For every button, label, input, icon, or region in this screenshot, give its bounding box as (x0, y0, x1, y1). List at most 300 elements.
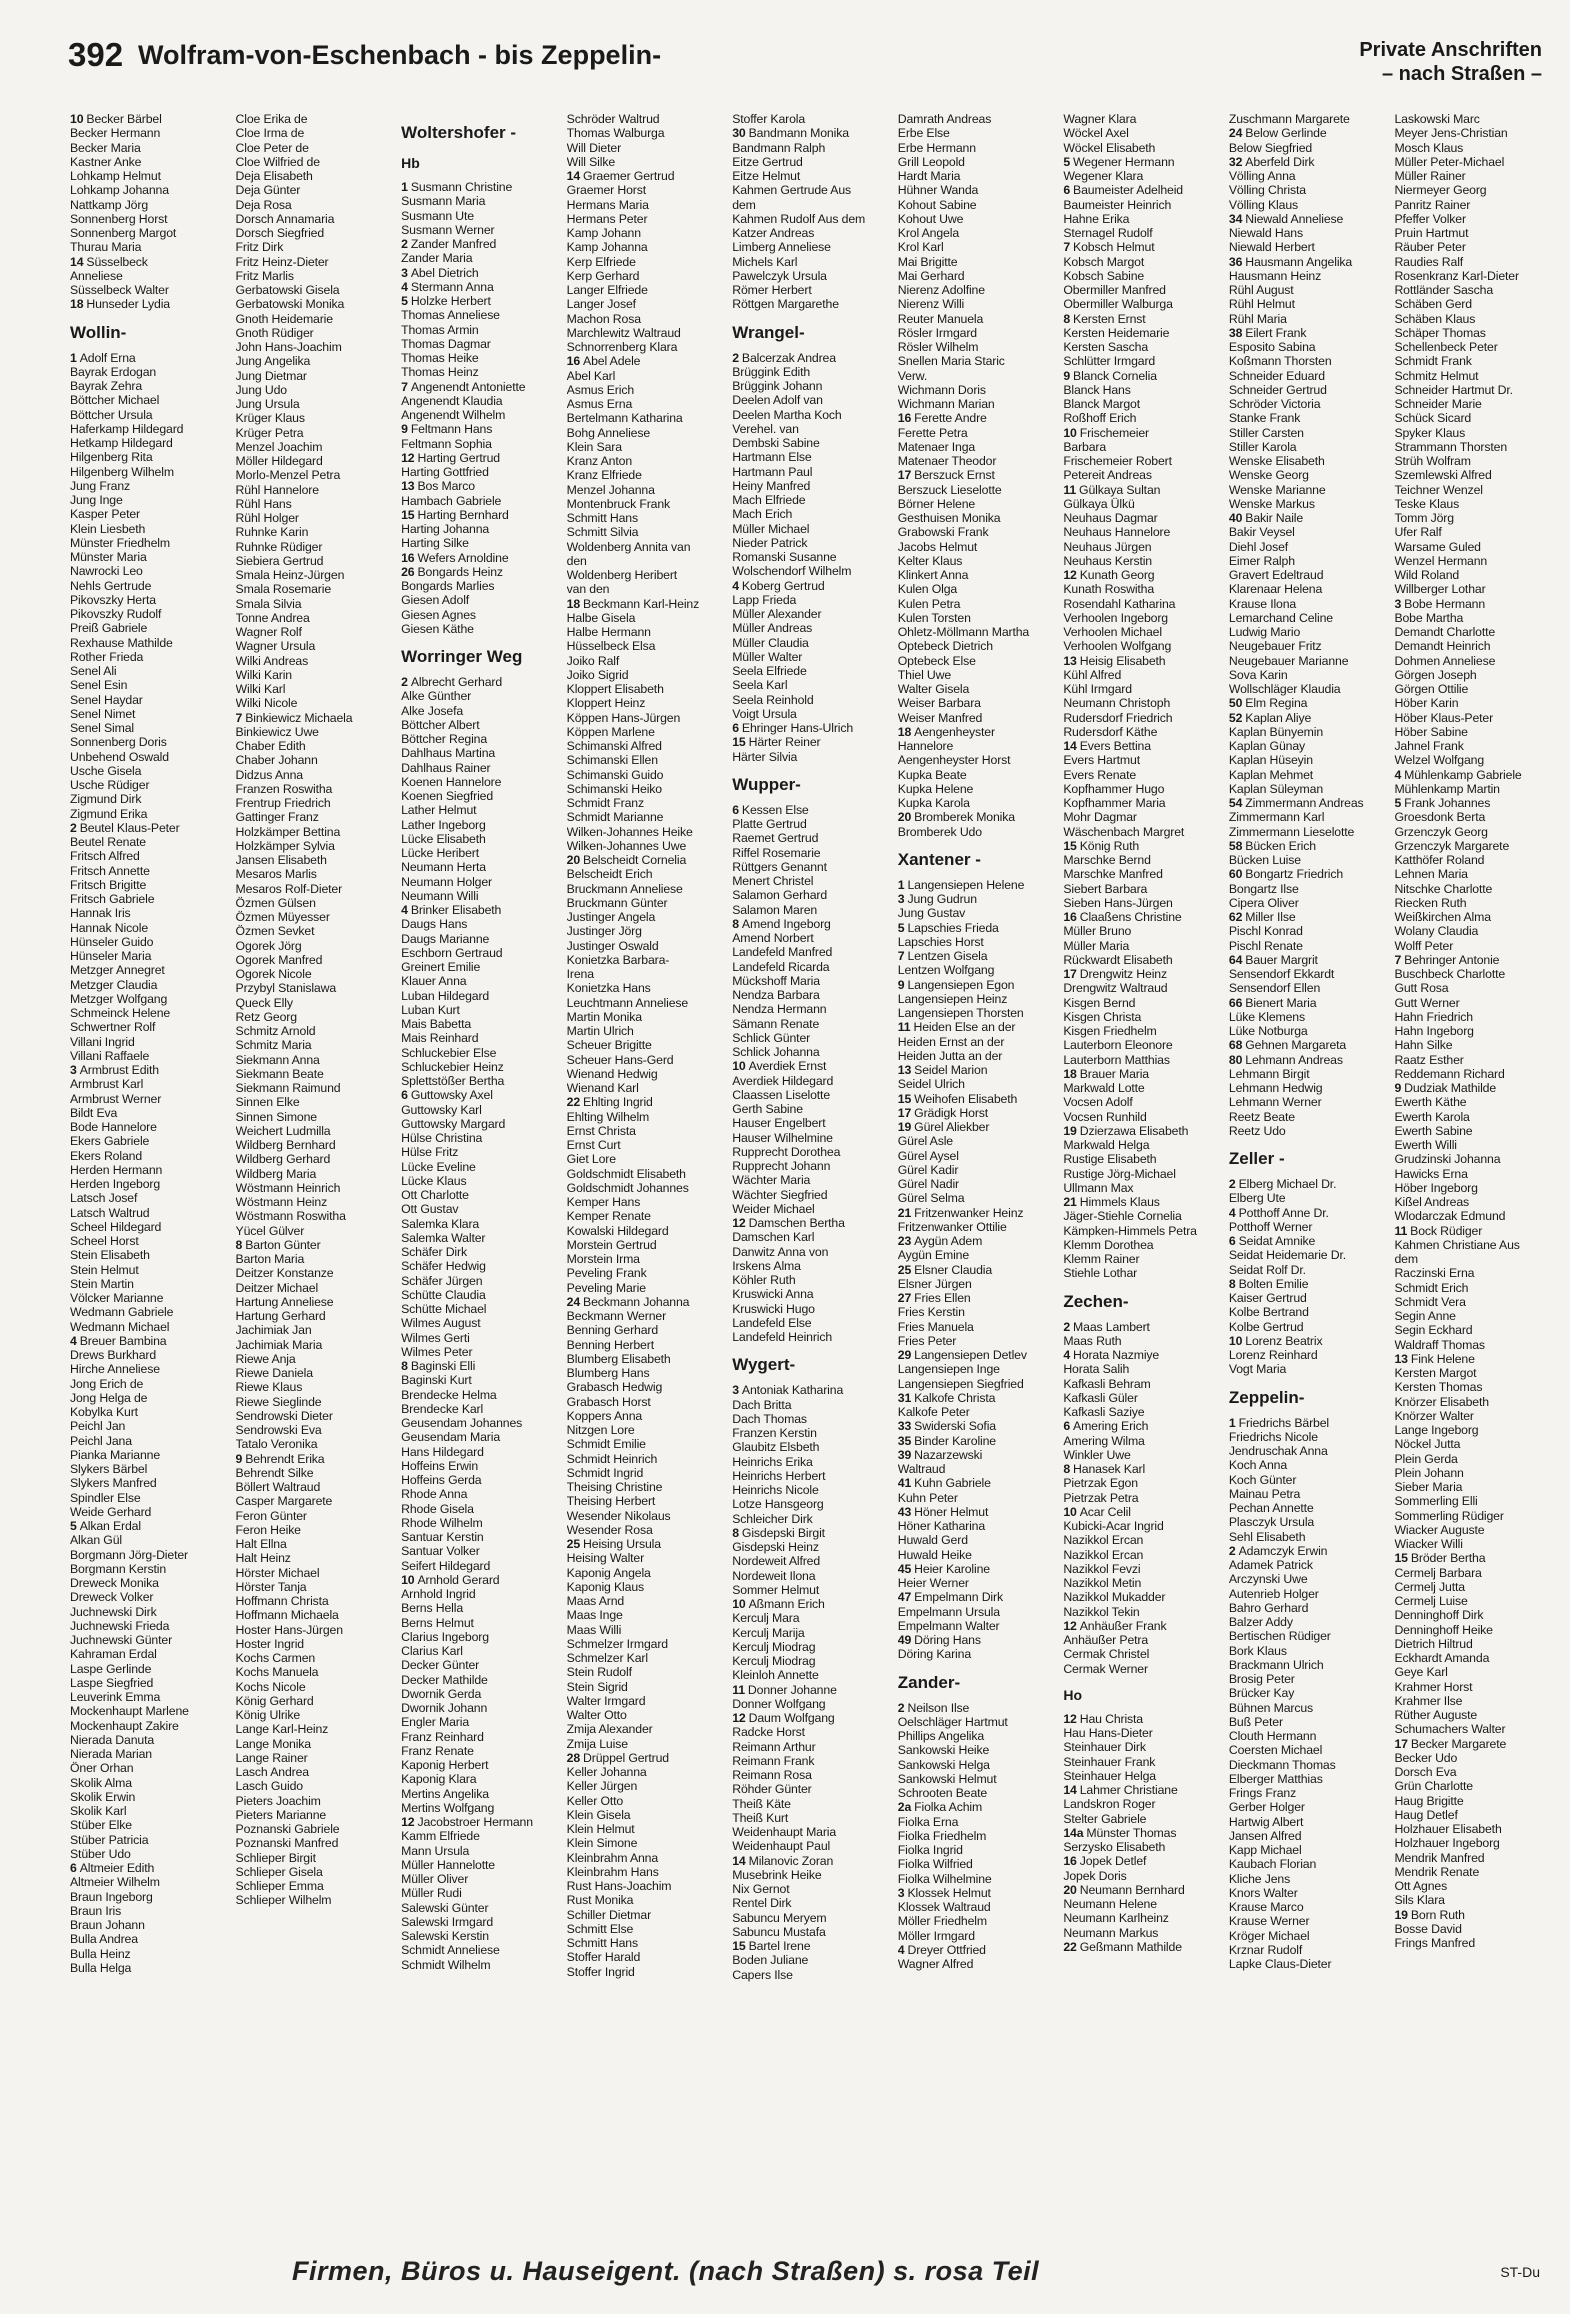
resident-name: Holzkämper Bettina (235, 824, 341, 839)
house-number: 3 (70, 1063, 77, 1077)
resident-entry (70, 1206, 226, 1220)
resident-entry (732, 1583, 888, 1597)
resident-name: Ernst Christa (566, 1123, 636, 1138)
resident-name: Schäfer Hedwig (401, 1259, 486, 1274)
resident-name: Wenske Elisabeth (1228, 454, 1325, 468)
resident-name: Fritsch Annette (70, 863, 150, 878)
resident-name: Halbe Hermann (566, 625, 651, 639)
resident-entry (1394, 739, 1550, 753)
resident-entry (1229, 283, 1385, 297)
resident-entry (1063, 1195, 1219, 1209)
resident-entry (567, 1509, 723, 1523)
resident-name: Potthoff Werner (1228, 1219, 1313, 1234)
resident-entry (70, 365, 226, 379)
house-number: 21 (897, 1205, 912, 1220)
resident-entry (732, 393, 888, 407)
resident-entry (1063, 725, 1219, 739)
resident-entry (1229, 1248, 1385, 1262)
resident-entry (732, 155, 888, 169)
resident-name: Wegener Hermann (1073, 154, 1175, 169)
resident-name: Köppen Marlene (566, 724, 655, 739)
resident-entry (1229, 1444, 1385, 1458)
resident-name: Belscheidt Cornelia (583, 853, 687, 867)
resident-name: Gerber Holger (1228, 1800, 1305, 1815)
resident-entry (898, 426, 1054, 440)
resident-entry (1063, 924, 1219, 938)
resident-entry (898, 1647, 1054, 1661)
resident-entry (1394, 582, 1550, 596)
resident-entry (70, 1234, 226, 1248)
resident-name: Gürel Aliekber (914, 1120, 990, 1134)
resident-name: Lüke Klemens (1228, 1009, 1305, 1024)
section-title-line1: Private Anschriften (1359, 39, 1542, 61)
resident-entry (567, 1295, 723, 1309)
house-number: 2 (897, 1700, 905, 1715)
resident-entry (567, 924, 723, 938)
resident-name: Binkiewicz Uwe (235, 724, 319, 739)
resident-name: Fritsch Gabriele (70, 892, 155, 906)
resident-name: Jung Ursula (235, 397, 300, 411)
resident-entry (732, 1383, 888, 1397)
resident-entry (401, 194, 557, 208)
resident-entry (898, 1149, 1054, 1163)
resident-name: Thomas Armin (401, 322, 479, 337)
resident-name: Bandmann Monika (748, 126, 849, 141)
resident-entry (898, 1220, 1054, 1234)
resident-name: Martin Monika (566, 1009, 642, 1024)
resident-name: Clouth Hermann (1228, 1729, 1317, 1743)
resident-entry (567, 1908, 723, 1922)
resident-entry (1394, 397, 1550, 411)
resident-name: Knörzer Walter (1394, 1408, 1474, 1423)
resident-name: Kahmen Rudolf Aus dem (732, 211, 866, 226)
resident-entry (567, 326, 723, 340)
resident-name: Metzger Wolfgang (70, 991, 168, 1006)
resident-entry (567, 896, 723, 910)
resident-name: Hörster Michael (235, 1565, 320, 1580)
house-number: 22 (566, 1095, 581, 1110)
resident-entry (1394, 1765, 1550, 1779)
resident-entry (567, 1836, 723, 1850)
resident-entry (236, 511, 392, 525)
resident-name: Kubicki-Acar Ingrid (1063, 1519, 1164, 1533)
resident-entry (567, 639, 723, 653)
resident-entry (567, 169, 723, 183)
resident-name: Cipera Oliver (1228, 895, 1299, 910)
resident-entry (1229, 668, 1385, 682)
resident-name: Langensiepen Thorsten (897, 1006, 1024, 1020)
house-number: 9 (1063, 368, 1071, 383)
resident-entry (70, 536, 226, 550)
resident-entry (236, 1266, 392, 1280)
resident-entry (236, 397, 392, 411)
resident-name: Wedmann Gabriele (70, 1305, 174, 1320)
resident-name: Krol Angela (897, 226, 960, 240)
resident-entry (236, 1095, 392, 1109)
house-number: 4 (1394, 767, 1402, 782)
resident-name: Jahnel Frank (1394, 739, 1464, 753)
house-number: 7 (235, 710, 243, 725)
house-number: 17 (1063, 967, 1077, 981)
resident-name: Höber Sabine (1394, 724, 1468, 739)
resident-name: Ehringer Hans-Ulrich (741, 721, 854, 735)
resident-name: Müller Hannelotte (401, 1857, 495, 1872)
resident-entry (567, 1038, 723, 1052)
resident-name: Cloe Wilfried de (235, 154, 320, 169)
resident-name: Langer Elfriede (566, 283, 648, 297)
resident-name: Ewerth Sabine (1394, 1123, 1473, 1138)
resident-entry (567, 796, 723, 810)
directory-column (401, 112, 557, 2197)
resident-entry (567, 1053, 723, 1067)
resident-entry (1394, 810, 1550, 824)
resident-entry (1229, 910, 1385, 924)
resident-entry (898, 949, 1054, 963)
resident-entry (1063, 1769, 1219, 1783)
resident-entry (1229, 1081, 1385, 1095)
resident-name: Susmann Ute (401, 208, 474, 223)
resident-name: Neumann Herta (401, 860, 486, 875)
house-number: 25 (897, 1262, 912, 1277)
resident-entry (732, 707, 888, 721)
resident-entry (732, 493, 888, 507)
resident-entry (567, 383, 723, 397)
resident-name: Donner Johanne (747, 1682, 837, 1697)
resident-entry (732, 1202, 888, 1216)
resident-entry (898, 212, 1054, 226)
resident-name: Schmidt Heinrich (566, 1451, 658, 1466)
resident-name: Sils Klara (1394, 1893, 1445, 1908)
resident-name: Drengwitz Heinz (1079, 967, 1167, 981)
resident-entry (1394, 1651, 1550, 1665)
resident-entry (898, 1077, 1054, 1091)
resident-name: Baginski Elli (410, 1359, 476, 1373)
resident-name: Villani Raffaele (70, 1048, 150, 1063)
resident-name: Reimann Frank (732, 1753, 815, 1768)
resident-name: Bühnen Marcus (1228, 1700, 1314, 1715)
resident-name: Verehel. van (732, 421, 799, 436)
resident-name: Lorenz Beatrix (1245, 1333, 1323, 1348)
house-number: 66 (1228, 995, 1243, 1010)
resident-entry (898, 825, 1054, 839)
resident-entry (70, 1462, 226, 1476)
resident-name: Kleinbrahm Anna (566, 1850, 659, 1865)
resident-entry (732, 1316, 888, 1330)
resident-entry (567, 1423, 723, 1437)
resident-name: Riewe Daniela (235, 1366, 313, 1380)
resident-name: Usche Gisela (70, 763, 142, 778)
resident-name: Gürel Nadir (897, 1177, 959, 1191)
resident-entry (1229, 540, 1385, 554)
street-heading: Zechen- (1063, 1291, 1129, 1311)
resident-entry (401, 974, 557, 988)
resident-name: Langensiepen Siegfried (897, 1376, 1024, 1391)
resident-entry (70, 226, 226, 240)
resident-name: Adolf Erna (79, 350, 136, 365)
resident-name: Theising Herbert (566, 1494, 656, 1509)
house-number: 2 (1063, 1319, 1071, 1334)
resident-name: Huwald Heike (897, 1547, 972, 1562)
resident-name: Blanck Margot (1063, 397, 1140, 411)
resident-name: Rüttgers Genannt (732, 859, 827, 874)
house-number: 43 (897, 1504, 912, 1519)
resident-entry (70, 1320, 226, 1334)
resident-name: Rust Monika (566, 1893, 634, 1908)
house-number: 7 (401, 379, 408, 394)
resident-entry (236, 525, 392, 539)
resident-entry (1063, 1167, 1219, 1181)
resident-entry (732, 126, 888, 140)
resident-entry (401, 422, 557, 436)
resident-name: Luban Kurt (401, 1002, 460, 1017)
resident-name: Hartmann Paul (732, 464, 813, 479)
resident-entry (567, 1594, 723, 1608)
resident-name: Langensiepen Detlev (914, 1348, 1027, 1362)
resident-entry (1229, 511, 1385, 525)
resident-name: Gerbatowski Gisela (235, 283, 340, 297)
resident-name: Hülse Fritz (401, 1145, 459, 1160)
house-number: 2 (70, 820, 77, 835)
resident-name: Weißkirchen Alma (1394, 910, 1491, 924)
resident-entry (1229, 326, 1385, 340)
resident-entry (1229, 1672, 1385, 1686)
resident-name: Jung Angelika (235, 354, 311, 369)
resident-entry (70, 1505, 226, 1519)
resident-entry (898, 312, 1054, 326)
resident-name: Kranz Elfriede (566, 468, 642, 483)
resident-name: Möller Hildegard (235, 454, 323, 468)
resident-name: Nattkamp Jörg (70, 197, 149, 212)
resident-entry (898, 1533, 1054, 1547)
resident-name: Becker Udo (1394, 1750, 1458, 1765)
resident-entry (401, 846, 557, 860)
resident-name: Neugebauer Marianne (1228, 653, 1349, 668)
resident-name: Altmeier Wilhelm (70, 1875, 160, 1890)
resident-name: Schluckebier Else (401, 1045, 497, 1060)
resident-entry (236, 953, 392, 967)
resident-entry (1229, 1416, 1385, 1430)
house-number: 4 (401, 903, 408, 917)
resident-name: Kißel Andreas (1394, 1195, 1470, 1209)
resident-name: Bock Rüdiger (1410, 1223, 1483, 1238)
resident-name: Schäfer Jürgen (401, 1273, 483, 1288)
resident-name: Koßmann Thorsten (1228, 354, 1332, 369)
resident-entry (70, 1334, 226, 1348)
resident-entry (70, 1647, 226, 1661)
resident-entry (70, 169, 226, 183)
resident-name: Neumann Karlheinz (1063, 1911, 1169, 1926)
resident-name: Schmitt Else (566, 1921, 634, 1936)
resident-name: Hoffeins Gerda (401, 1473, 482, 1487)
resident-name: Salamon Gerhard (732, 888, 828, 903)
resident-entry (401, 1331, 557, 1345)
resident-entry (236, 1822, 392, 1836)
resident-entry (732, 1854, 888, 1868)
resident-entry (401, 437, 557, 451)
resident-entry (567, 1281, 723, 1295)
house-number: 35 (897, 1433, 912, 1448)
resident-entry (1063, 711, 1219, 725)
resident-name: Zimmermann Lieselotte (1228, 824, 1355, 839)
resident-entry (1229, 155, 1385, 169)
resident-name: Maas Lambert (1073, 1319, 1150, 1334)
resident-name: Schmitt Hans (566, 511, 638, 525)
resident-name: Klein Gisela (566, 1807, 631, 1822)
resident-name: Arczynski Uwe (1228, 1572, 1308, 1587)
house-number: 20 (566, 853, 581, 867)
resident-name: Münster Maria (70, 550, 147, 564)
resident-name: Ewerth Willi (1394, 1138, 1457, 1152)
resident-entry (898, 1701, 1054, 1715)
resident-entry (401, 608, 557, 622)
resident-name: Schäben Klaus (1394, 311, 1476, 326)
resident-entry (70, 1619, 226, 1633)
resident-name: Dahlhaus Martina (401, 746, 496, 761)
resident-name: Herden Ingeborg (70, 1177, 161, 1191)
resident-name: Arnhold Gerard (417, 1572, 500, 1587)
resident-name: Pfeffer Volker (1394, 211, 1466, 226)
resident-entry (401, 1772, 557, 1786)
resident-entry (1229, 796, 1385, 810)
resident-name: Lotze Hansgeorg (732, 1497, 824, 1512)
resident-name: Fritsch Brigitte (70, 877, 147, 892)
resident-entry (1063, 1377, 1219, 1391)
resident-name: Stein Sigrid (566, 1679, 628, 1694)
resident-name: Mesaros Marlis (235, 867, 317, 882)
resident-entry (236, 1794, 392, 1808)
resident-name: Sternagel Rudolf (1063, 226, 1153, 240)
resident-entry (567, 1623, 723, 1637)
resident-name: Nazarzewski (914, 1447, 983, 1462)
resident-entry (898, 1857, 1054, 1871)
resident-name: Höber Klaus-Peter (1394, 710, 1494, 725)
page-number: 392 (68, 36, 124, 73)
resident-entry (1063, 1362, 1219, 1376)
resident-entry (898, 1320, 1054, 1334)
resident-name: Jopek Detlef (1079, 1854, 1147, 1869)
resident-entry (401, 1145, 557, 1159)
resident-entry (732, 1725, 888, 1739)
resident-entry (401, 1202, 557, 1216)
resident-entry (70, 1847, 226, 1861)
resident-entry (898, 468, 1054, 482)
resident-name: Siekmann Raimund (235, 1081, 341, 1095)
house-number: 15 (732, 1939, 746, 1953)
resident-name: Wolschendorf Wilhelm (732, 564, 852, 579)
resident-entry (567, 1167, 723, 1181)
resident-entry (567, 1224, 723, 1238)
resident-name: Theiß Käte (732, 1796, 791, 1811)
resident-name: Clarius Karl (401, 1644, 463, 1658)
resident-name: Oelschläger Hartmut (897, 1714, 1008, 1729)
resident-name: Kersten Heidemarie (1063, 325, 1170, 340)
resident-entry (401, 889, 557, 903)
house-number: 16 (566, 354, 581, 369)
resident-entry (732, 888, 888, 902)
resident-name: Jung Gudrun (907, 892, 977, 906)
resident-entry (401, 1829, 557, 1843)
resident-entry (567, 1010, 723, 1024)
resident-name: Thurau Maria (70, 240, 142, 255)
house-number: 4 (1228, 1205, 1236, 1220)
resident-name: Jachimiak Jan (235, 1323, 312, 1338)
resident-name: Kersten Ernst (1073, 311, 1146, 326)
resident-entry (236, 839, 392, 853)
resident-name: Lehmann Andreas (1245, 1052, 1343, 1067)
resident-entry (732, 1088, 888, 1102)
resident-name: Lehnen Maria (1394, 867, 1468, 882)
resident-name: Jachimiak Maria (235, 1337, 323, 1352)
resident-entry (1063, 996, 1219, 1010)
resident-name: Berns Helmut (401, 1615, 474, 1630)
resident-entry (1229, 255, 1385, 269)
resident-entry (401, 1074, 557, 1088)
resident-name: Müller Michael (732, 521, 810, 536)
resident-entry (732, 860, 888, 874)
resident-name: Vocsen Runhild (1063, 1109, 1147, 1124)
resident-name: Wenske Marianne (1228, 482, 1326, 497)
house-number: 27 (897, 1291, 912, 1305)
resident-entry (236, 1580, 392, 1594)
resident-entry (1394, 1822, 1550, 1836)
resident-entry (1063, 1434, 1219, 1448)
resident-name: Schneider Hartmut Dr. (1394, 382, 1513, 397)
resident-entry (401, 479, 557, 493)
resident-entry (732, 450, 888, 464)
resident-name: Raudies Ralf (1394, 254, 1464, 269)
house-number: 9 (897, 977, 905, 992)
resident-entry (70, 1676, 226, 1690)
resident-name: Kersten Sascha (1063, 340, 1149, 354)
resident-name: Koch Günter (1228, 1472, 1297, 1487)
resident-entry (567, 1879, 723, 1893)
resident-entry (732, 365, 888, 379)
resident-entry (236, 297, 392, 311)
resident-name: Neumann Holger (401, 874, 492, 889)
resident-name: Lange Rainer (235, 1750, 308, 1765)
resident-entry (1063, 582, 1219, 596)
resident-name: Halbe Gisela (566, 610, 636, 625)
resident-entry (567, 1808, 723, 1822)
resident-name: Sinnen Simone (235, 1109, 317, 1124)
resident-name: Drews Burkhard (70, 1348, 157, 1362)
resident-name: Haug Brigitte (1394, 1793, 1464, 1808)
resident-entry (236, 1836, 392, 1850)
resident-name: Hoffmann Michaela (235, 1608, 339, 1623)
resident-name: Optebeck Else (897, 653, 976, 668)
resident-name: Evers Bettina (1079, 739, 1151, 753)
resident-name: Averdiek Ernst (748, 1059, 827, 1074)
house-number: 11 (1063, 482, 1077, 497)
resident-name: Mais Reinhard (401, 1031, 479, 1046)
resident-name: Teichner Wenzel (1394, 482, 1483, 497)
resident-name: Menzel Joachim (235, 439, 323, 454)
resident-name: Thomas Heinz (401, 365, 479, 380)
resident-name: Pikovszky Herta (70, 592, 156, 607)
resident-entry (1394, 540, 1550, 554)
resident-name: Kruswicki Hugo (732, 1301, 815, 1316)
resident-name: Brosig Peter (1228, 1672, 1295, 1686)
resident-entry (70, 707, 226, 721)
resident-name: Anhäußer Petra (1063, 1633, 1149, 1647)
resident-name: Lasch Guido (235, 1779, 303, 1794)
resident-name: Hetkamp Hildegard (70, 436, 173, 450)
resident-entry (1063, 1238, 1219, 1252)
resident-name: Guttowsky Margard (401, 1116, 506, 1131)
resident-entry (732, 693, 888, 707)
resident-entry (567, 981, 723, 995)
resident-name: Mockenhaupt Marlene (70, 1704, 189, 1719)
